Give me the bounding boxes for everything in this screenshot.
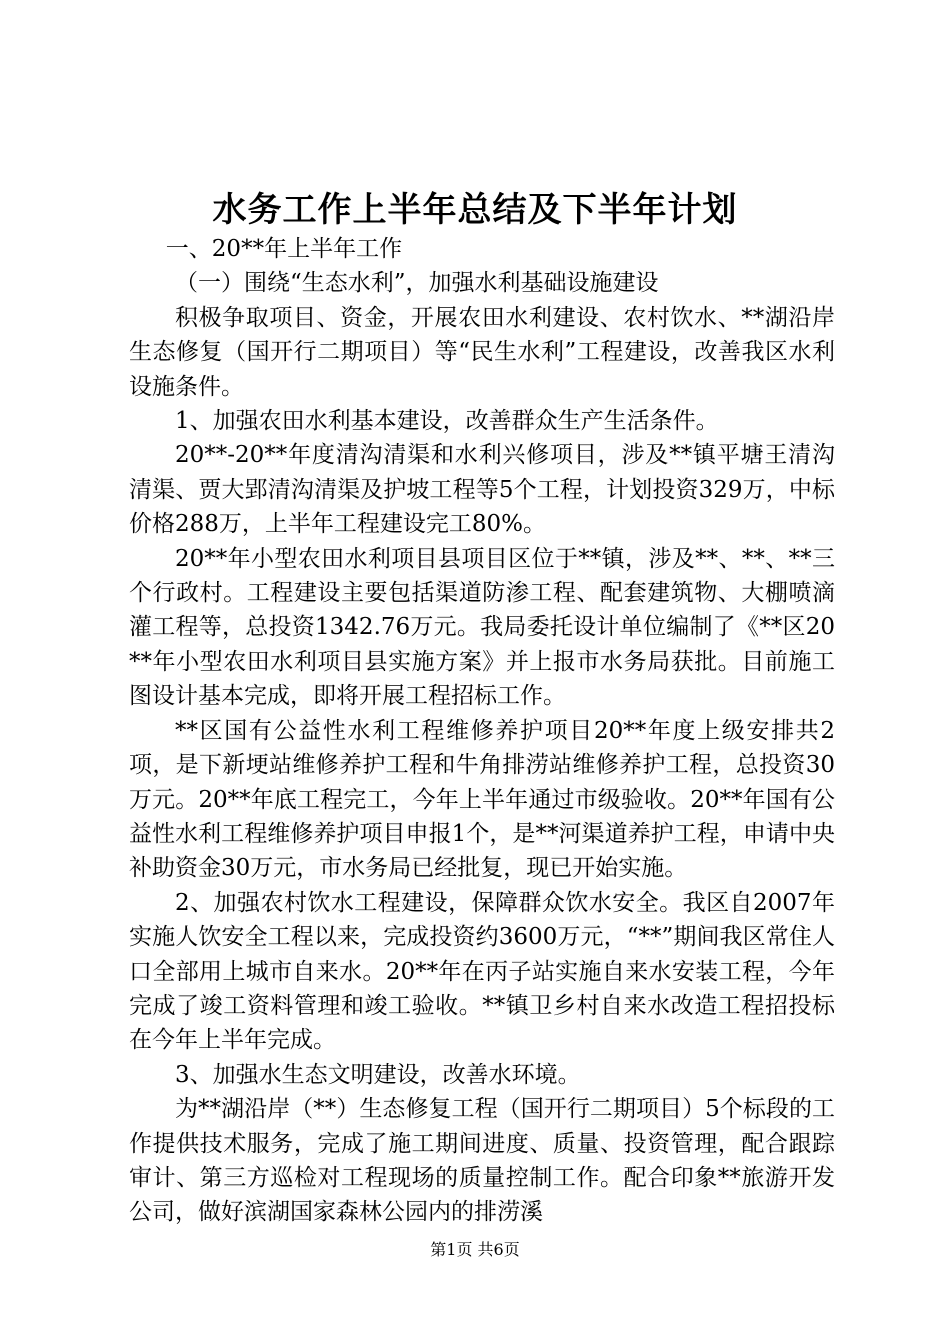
subsection-heading: （一）围绕“生态水利”，加强水利基础设施建设 <box>175 270 659 297</box>
body-paragraph: 积极争取项目、资金，开展农田水利建设、农村饮水、**湖沿岸生态修复（国开行二期项目）等“民生水利”工程建设，改善我区水利设施条件。 <box>129 304 835 400</box>
document-title: 水务工作上半年总结及下半年计划 <box>212 190 738 230</box>
document-body <box>129 232 835 1230</box>
item-heading: 3、加强水生态文明建设，改善水环境。 <box>175 1061 581 1088</box>
body-paragraph: 20**-20**年度清沟清渠和水利兴修项目，涉及**镇平塘王清沟清渠、贾大郢清沟清渠及护坡工程等5个工程，计划投资329万，中标价格288万，上半年工程建设完工80%。 <box>129 442 835 538</box>
body-paragraph: 为**湖沿岸（**）生态修复工程（国开行二期项目）5个标段的工作提供技术服务，完成了施工期间进度、质量、投资管理，配合跟踪审计、第三方巡检对工程现场的质量控制工作。配合印象**旅游开发公司，做好滨湖国家森林公园内的排涝溪 <box>129 1096 835 1226</box>
body-paragraph: **区国有公益性水利工程维修养护项目20**年度上级安排共2项，是下新埂站维修养护工程和牛角排涝站维修养护工程，总投资30万元。20**年底工程完工，今年上半年通过市级验收。20**年国有公益性水利工程维修养护项目申报1个，是**河渠道养护工程，申请中央补助资金30万元，市水务局已经批复，现已开始实施。 <box>129 717 835 882</box>
body-paragraph: 20**年小型农田水利项目县项目区位于**镇，涉及**、**、**三个行政村。工程建设主要包括渠道防渗工程、配套建筑物、大棚喷滴灌工程等，总投资1342.76万元。我局委托设计单位编制了《**区20**年小型农田水利项目县实施方案》并上报市水务局获批。目前施工图设计基本完成，即将开展工程招标工作。 <box>129 545 835 710</box>
page-number: 第1页 共6页 <box>430 1240 520 1259</box>
section-heading: 一、20**年上半年工作 <box>165 236 403 262</box>
item-heading: 1、加强农田水利基本建设，改善群众生产生活条件。 <box>175 408 719 435</box>
body-paragraph: 2、加强农村饮水工程建设，保障群众饮水安全。我区自2007年实施人饮安全工程以来，完成投资约3600万元，“**”期间我区常住人口全部用上城市自来水。20**年在丙子站实施自来水安装工程，今年完成了竣工资料管理和竣工验收。**镇卫乡村自来水改造工程招投标在今年上半年完成。 <box>129 889 835 1054</box>
